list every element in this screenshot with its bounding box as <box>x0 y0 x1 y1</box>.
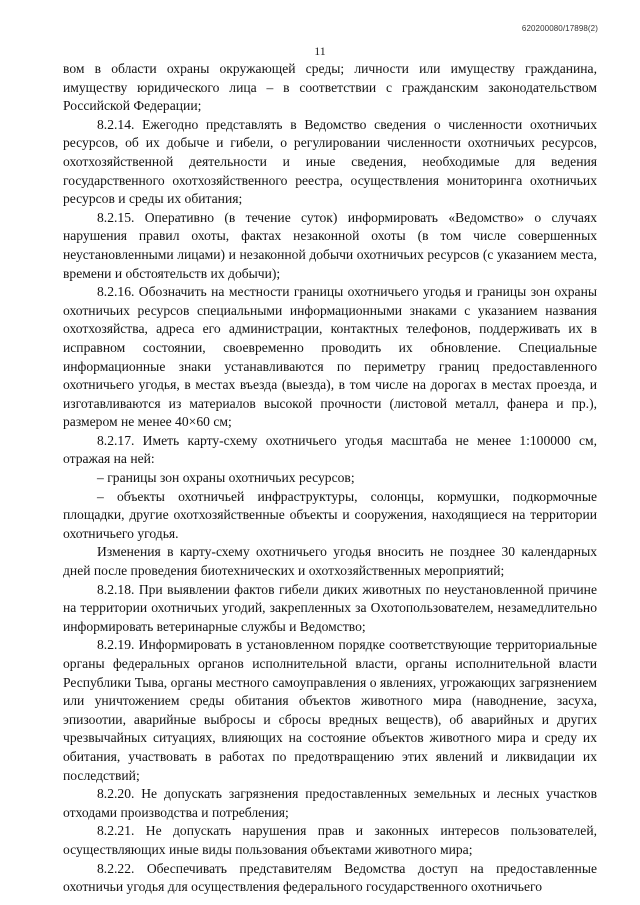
document-id: 620200080/17898(2) <box>521 24 598 33</box>
paragraph-8-2-18: 8.2.18. При выявлении фактов гибели диких животных по неустановленной причине на территории охотничьих угодий, закрепленных за Охотопользователем, незамедлительно информировать ветеринарные службы и Ведомство; <box>63 581 597 634</box>
paragraph-8-2-22: 8.2.22. Обеспечивать представителям Ведомства доступ на предоставленные охотничьи угодья для осуществления федерального государственного охотничьего <box>63 860 597 895</box>
paragraph-8-2-15: 8.2.15. Оперативно (в течение суток) информировать «Ведомство» о случаях нарушения правил охоты, фактах незаконной охоты (в том числе совершенных неустановленными лицами) и незаконной добычи охотничьих ресурсов (с указанием места, времени и обстоятельств их добычи); <box>63 209 597 281</box>
paragraph-8-2-16: 8.2.16. Обозначить на местности границы охотничьего угодья и границы зон охраны охотничьих ресурсов специальными информационными знаками с указанием названия охотхозяйства, адреса его администрации, контактных телефонов, поддерживать их в исправном состоянии, своевременно проводить их обновление. Специальные информационные знаки устанавливаются по периметру границ предоставленного охотничьего угодья, в местах въезда (выезда), в том числе на дорогах в местах проезда, и изготавливаются из материалов высокой прочности (листовой металл, фанера и пр.), размером не менее 40×60 см; <box>63 284 597 430</box>
paragraph-8-2-20: 8.2.20. Не допускать загрязнения предоставленных земельных и лесных участков отходами производства и потребления; <box>63 786 597 820</box>
paragraph-8-2-21: 8.2.21. Не допускать нарушения прав и законных интересов пользователей, осуществляющих иные виды пользования объектами животного мира; <box>63 823 597 857</box>
paragraph-continuation: вом в области охраны окружающей среды; личности или имуществу гражданина, имуществу юридического лица – в соответствии с гражданским законодательством Российской Федерации; <box>63 61 597 114</box>
list-item-infrastructure: – объекты охотничьей инфраструктуры, солонцы, кормушки, подкормочные площадки, другие охотхозяйственные объекты и сооружения, находящиеся на территории охотничьего угодья. <box>63 488 597 541</box>
paragraph-8-2-19: 8.2.19. Информировать в установленном порядке соответствующие территориальные органы федеральных органов исполнительной власти, органы исполнительной власти Республики Тыва, органы местного самоуправления о явлениях, угрожающих загрязнением или уничтожением среды обитания объектов животного мира (наводнение, засуха, эпизоотии, аварийные выбросы и сбросы вредных веществ), об аварийных и других чрезвычайных ситуациях, влияющих на состояние объектов животного мира и среду их обитания, участвовать в работах по предотвращению этих явлений и ликвидации их последствий; <box>63 637 597 783</box>
list-item-zones: – границы зон охраны охотничьих ресурсов; <box>97 470 355 486</box>
paragraph-8-2-17: 8.2.17. Иметь карту-схему охотничьего угодья масштаба не менее 1:100000 см, отражая на ней: <box>63 432 597 467</box>
document-body <box>63 60 597 897</box>
paragraph-map-changes: Изменения в карту-схему охотничьего угодья вносить не позднее 30 календарных дней после проведения биотехнических и охотхозяйственных мероприятий; <box>63 544 597 579</box>
page-number: 11 <box>314 44 326 58</box>
paragraph-8-2-14: 8.2.14. Ежегодно представлять в Ведомство сведения о численности охотничьих ресурсов, об их добыче и гибели, о регулировании численности охотничьих ресурсов, охотхозяйственной деятельности и иные сведения, необходимые для ведения государственного охотхозяйственного реестра, осуществления мониторинга охотничьих ресурсов и среды их обитания; <box>63 116 597 207</box>
